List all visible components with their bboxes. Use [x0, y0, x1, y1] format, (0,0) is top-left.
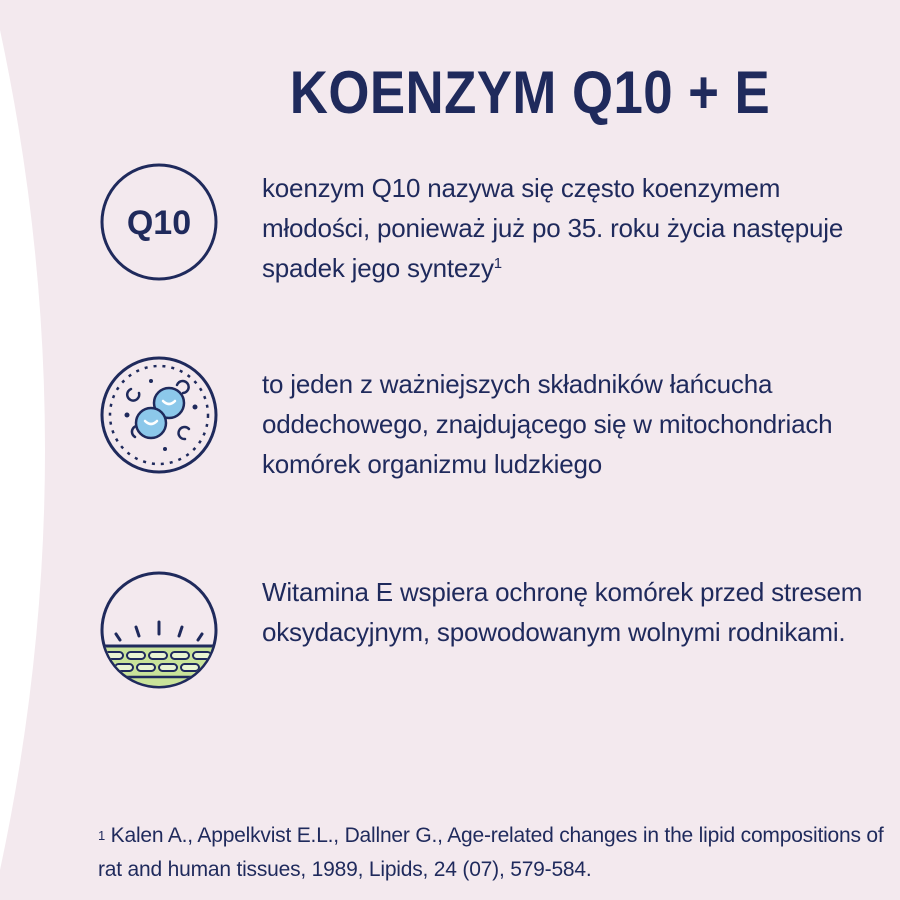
cell-membrane-protection-icon — [99, 570, 219, 690]
footnote-marker: 1 — [98, 828, 106, 843]
feature-text-mitochondria: to jeden z ważniejszych składników łańcucha oddechowego, znajdującego się w mitochondriach komórek organizmu ludzkiego — [262, 369, 833, 479]
footnote-ref: 1 — [493, 255, 502, 272]
q10-badge-label: Q10 — [126, 204, 192, 242]
cell-mitochondria-icon — [99, 355, 219, 475]
q10-badge-icon — [99, 162, 219, 282]
footnote — [98, 819, 888, 887]
page-title: KOENZYM Q10 + E — [289, 59, 771, 126]
footnote-text: Kalen A., Appelkvist E.L., Dallner G., Age-related changes in the lipid compositions of rat and human tissues, 1989, Lipids, 24 (07), 579-584. — [98, 824, 884, 881]
feature-text-q10 — [262, 168, 882, 288]
feature-text-q10-body: koenzym Q10 nazywa się często koenzymem młodości, ponieważ już po 35. roku życia następuje spadek jego syntezy — [262, 173, 844, 283]
feature-text-vitamin-e: Witamina E wspiera ochronę komórek przed stresem oksydacyjnym, spowodowanym wolnymi rodnikami. — [262, 577, 863, 647]
